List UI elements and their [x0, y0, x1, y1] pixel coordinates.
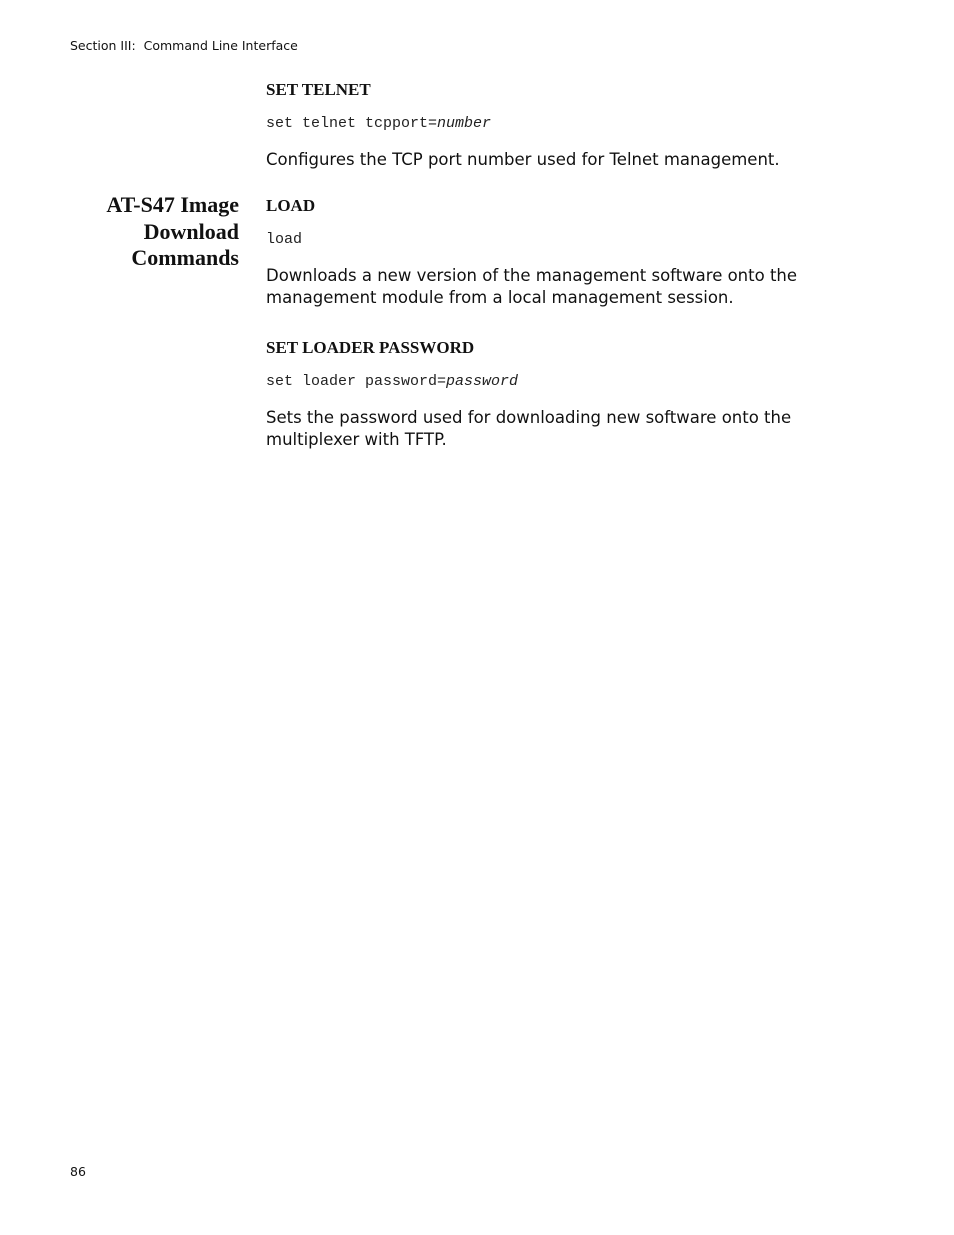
section-heading-line: AT-S47 Image [106, 192, 239, 217]
command-block-load [266, 196, 806, 316]
syntax-keyword: set telnet tcpport= [266, 115, 438, 132]
command-description: Sets the password used for downloading new software onto the multiplexer with TFTP. [266, 408, 792, 449]
command-title: LOAD [266, 196, 316, 215]
command-title: SET LOADER PASSWORD [266, 338, 475, 357]
syntax-parameter: number [437, 115, 492, 132]
command-description: Downloads a new version of the management software onto the management module from a local management session. [266, 266, 798, 307]
syntax-keyword: set loader password= [266, 373, 447, 390]
section-heading-line: Download [143, 218, 239, 244]
command-description: Configures the TCP port number used for Telnet management. [266, 150, 780, 169]
command-block-set-loader-password [266, 338, 806, 458]
command-syntax [266, 231, 302, 249]
section-heading-line: Commands [131, 245, 239, 270]
command-syntax [266, 115, 491, 133]
syntax-keyword: load [266, 231, 303, 248]
command-syntax [266, 373, 518, 391]
running-header: Section III: Command Line Interface [70, 38, 298, 53]
syntax-parameter: password [446, 373, 519, 390]
command-title: SET TELNET [266, 80, 371, 99]
section-heading [70, 192, 239, 272]
command-block-set-telnet [266, 80, 806, 180]
page-number: 86 [70, 1164, 86, 1179]
